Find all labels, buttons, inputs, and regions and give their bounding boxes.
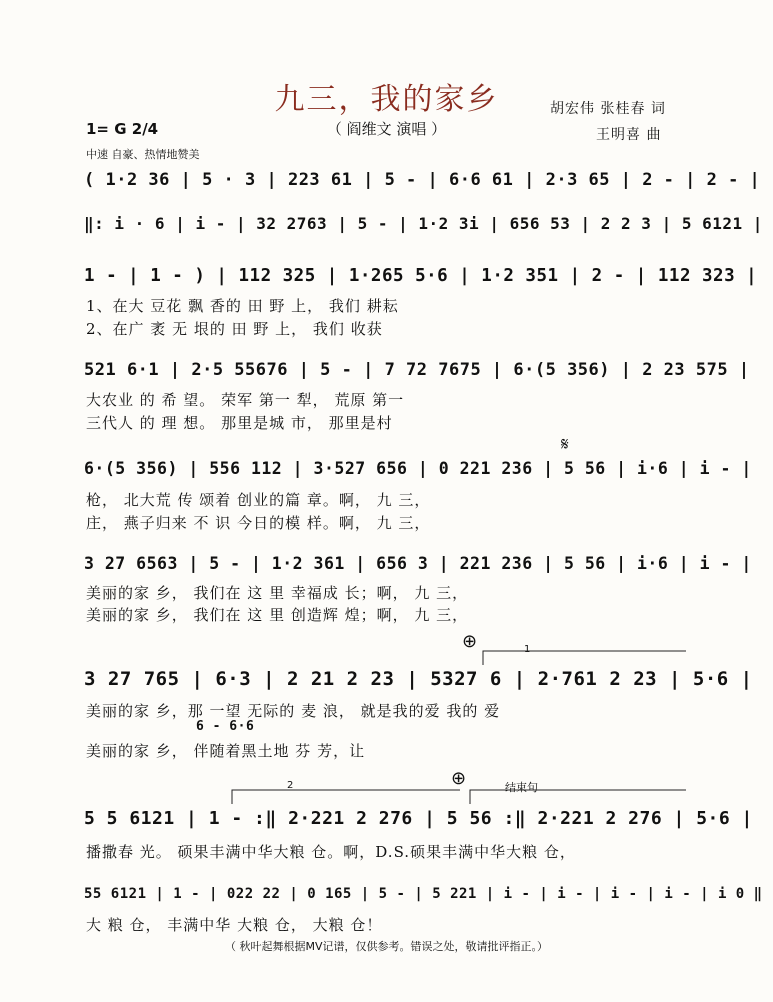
score-line-1: ( 1·2 36 | 5 · 3 | 223 61 | 5 - | 6·6 61 | 2·3 65 | 2 - | 2 - |: [84, 170, 761, 190]
volta-1-label: 1: [524, 644, 531, 655]
lyric-line-4-verse-1: 大农业 的 希 望。 荣军 第一 犁， 荒原 第一: [86, 391, 405, 409]
score-line-7: 3 27 765 | 6·3 | 2 21 2 23 | 5327 6 | 2·761 2 23 | 5·6 |: [84, 668, 753, 690]
lyric-line-7-verse-1: 美丽的家 乡，那 一望 无际的 麦 浪， 就是我的爱 我的 爱: [86, 702, 501, 720]
lyric-line-3-verse-1: 1、在大 豆花 飘 香的 田 野 上， 我们 耕耘: [86, 297, 399, 315]
score-line-3: 1 - | 1 - ) | 112 325 | 1·265 5·6 | 1·2 351 | 2 - | 112 323 |: [84, 266, 758, 286]
ending-bracket: [470, 790, 686, 804]
volta-2-label: 2: [287, 780, 294, 791]
lyric-line-6-verse-1: 美丽的家 乡， 我们在 这 里 幸福成 长；啊， 九 三，: [86, 584, 469, 602]
lyric-line-8: 播撒春 光。 硕果丰满中华大粮 仓。啊，D.S.硕果丰满中华大粮 仓，: [86, 843, 576, 861]
volta-1-bracket: [483, 651, 686, 665]
footnote: （ 秋叶起舞根据MV记谱，仅供参考。错误之处，敬请批评指正。）: [224, 940, 548, 953]
tempo-marking: 中速 自豪、热情地赞美: [86, 148, 200, 161]
lyric-line-3-verse-2: 2、在广 袤 无 垠的 田 野 上， 我们 收获: [86, 320, 383, 338]
score-line-2: ‖: i · 6 | i - | 32 2763 | 5 - | 1·2 3i | 656 53 | 2 2 3 | 5 6121 |: [84, 214, 763, 233]
score-line-9: 55 6121 | 1 - | 022 22 | 0 165 | 5 - | 5 221 | i - | i - | i - | i - | i 0 ‖: [84, 886, 763, 902]
lyric-line-5-verse-1: 枪， 北大荒 传 颂着 创业的篇 章。啊， 九 三，: [86, 491, 431, 509]
score-line-4: 521 6·1 | 2·5 55676 | 5 - | 7 72 7675 | 6·(5 356) | 2 23 575 |: [84, 360, 750, 380]
lyric-line-5-verse-2: 庄， 燕子归来 不 识 今日的模 样。啊， 九 三，: [86, 514, 431, 532]
coda-mark-1: ⊕: [462, 631, 478, 652]
singer-credit: （ 阎维文 演唱 ）: [326, 120, 447, 138]
lyric-line-9: 大 粮 仓， 丰满中华 大粮 仓， 大粮 仓！: [86, 916, 383, 934]
song-title: 九三，我的家乡: [274, 82, 499, 117]
score-line-5: 6·(5 356) | 556 112 | 3·527 656 | 0 221 236 | 5 56 | i·6 | i - |: [84, 459, 752, 478]
lyric-line-7-verse-2: 美丽的家 乡， 伴随着黑土地 芬 芳，让: [86, 742, 366, 760]
volta-2-bracket: [232, 790, 460, 804]
ending-label: 结束句: [505, 781, 538, 794]
segno-mark: 𝄋: [561, 434, 569, 455]
lyricist-credit: 胡宏伟 张桂春 词: [550, 101, 666, 117]
key-signature: 1= G 2/4: [86, 120, 159, 138]
lyric-line-4-verse-2: 三代人 的 理 想。 那里是城 市， 那里是村: [86, 414, 393, 432]
score-line-8: 5 5 6121 | 1 - :‖ 2·221 2 276 | 5 56 :‖ 2·221 2 276 | 5·6 |: [84, 808, 753, 829]
score-line-6: 3 27 6563 | 5 - | 1·2 361 | 656 3 | 221 236 | 5 56 | i·6 | i - |: [84, 554, 752, 573]
composer-credit: 王明喜 曲: [596, 127, 662, 143]
alternate-notes-line-7: 6 - 6·6: [196, 719, 255, 734]
lyric-line-6-verse-2: 美丽的家 乡， 我们在 这 里 创造辉 煌；啊， 九 三，: [86, 606, 469, 624]
coda-mark-2: ⊕: [451, 768, 467, 789]
